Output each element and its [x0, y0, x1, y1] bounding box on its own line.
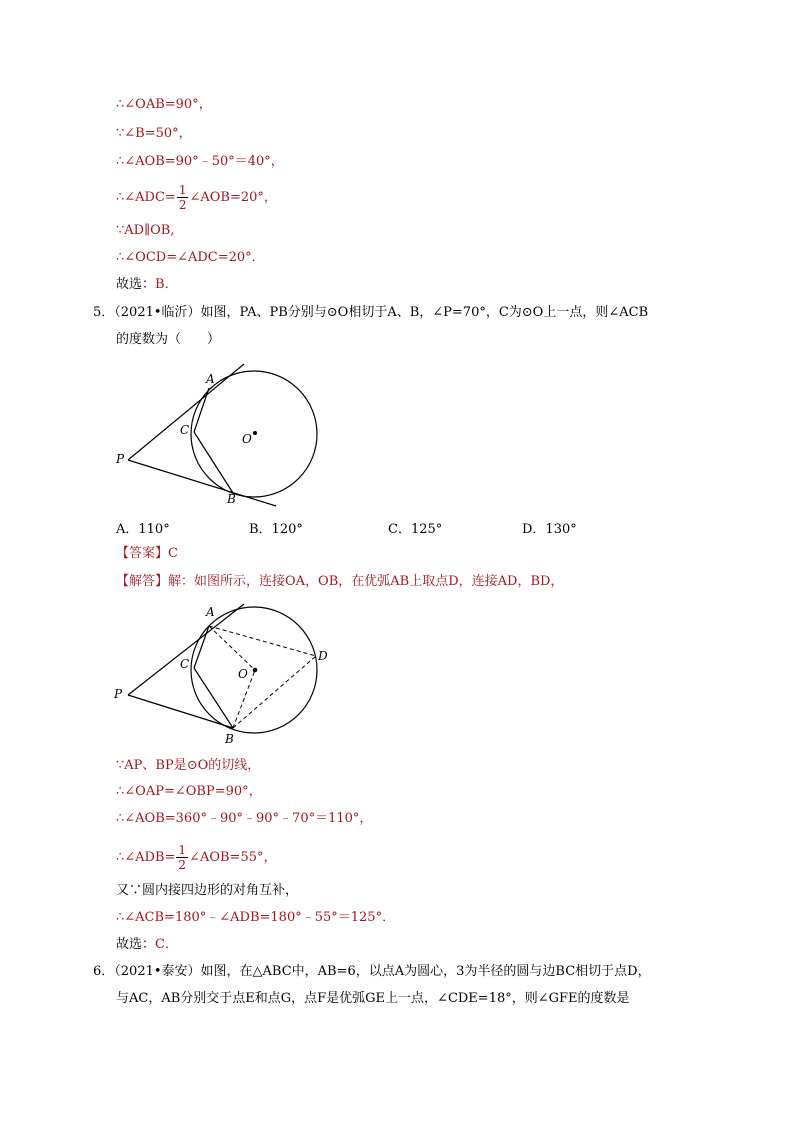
conclusion-line — [116, 276, 178, 294]
answer-value: C — [168, 546, 178, 561]
question-number: 6． — [93, 964, 115, 979]
fraction-suffix: ∠AOB=55°， — [189, 850, 277, 865]
chord-cb — [194, 432, 233, 493]
solution-tag: 【解答】 — [116, 574, 169, 589]
conclusion-answer: C． — [155, 937, 178, 952]
question-6-stem — [93, 963, 651, 981]
fraction — [176, 843, 188, 872]
option-a[interactable]: A．110° — [116, 522, 170, 537]
question-5-stem-cont: 的度数为（ ） — [116, 332, 221, 347]
label-c: C — [180, 423, 190, 437]
solution-line: ∴∠OAB=90°， — [116, 97, 212, 112]
solution-line: ∵AD∥OB, — [116, 223, 175, 238]
tangent-pa — [128, 364, 244, 460]
question-6-stem-cont: 与AC，AB分别交于点E和点G，点F是优弧GE上一点，∠CDE=18°，则∠GFE的度数是 — [116, 991, 630, 1006]
question-number: 5． — [93, 305, 115, 320]
solution-fraction-line — [116, 183, 277, 212]
solution-line: ∴∠OAP=∠OBP=90°， — [116, 784, 262, 799]
answer-line — [116, 545, 178, 563]
answer-tag: 【答案】 — [116, 546, 169, 561]
solution-line: ∴∠AOB=90°﹣50°＝40°， — [116, 154, 284, 169]
solution-line: ∴∠ACB=180°﹣∠ADB=180°﹣55°＝125°． — [116, 910, 396, 925]
solution-intro-text: 解：如图所示，连接OA，OB，在优弧AB上取点D，连接AD，BD， — [168, 574, 564, 589]
conclusion-line — [116, 936, 178, 954]
label-c: C — [180, 657, 190, 671]
question-5-figure — [110, 360, 330, 520]
conclusion-label: 故选： — [116, 937, 156, 952]
tangent-pb — [128, 695, 233, 728]
question-5-stem — [93, 304, 648, 322]
label-b: B — [227, 492, 236, 506]
fraction-numerator: 1 — [178, 183, 187, 197]
solution-line: ∴∠AOB=360°﹣90°﹣90°﹣70°＝110°， — [116, 811, 373, 826]
question-text: （2021•泰安）如图，在△ABC中，AB=6，以点A为圆心，3为半径的圆与边BC相切于点D， — [114, 964, 651, 979]
label-d: D — [318, 649, 328, 663]
conclusion-label: 故选： — [116, 277, 156, 292]
option-d[interactable]: D．130° — [522, 522, 577, 537]
fraction-denominator: 2 — [178, 858, 187, 872]
label-a: A — [206, 605, 215, 619]
chord-ac — [194, 626, 209, 668]
tangent-pb — [128, 460, 276, 506]
question-text: （2021•临沂）如图，PA、PB分别与⊙O相切于A、B，∠P=70°，C为⊙O上一点，则∠ACB — [114, 305, 649, 320]
solution-fraction-line — [116, 843, 277, 872]
label-b: B — [225, 732, 234, 746]
center-dot — [253, 431, 257, 435]
label-o: O — [238, 667, 248, 681]
solution-line: ∵AP、BP是⊙O的切线， — [116, 758, 261, 773]
label-o: O — [242, 432, 252, 446]
fraction-prefix: ∴∠ADC= — [116, 190, 176, 205]
center-dot — [253, 668, 258, 673]
fraction-numerator: 1 — [178, 843, 187, 857]
conclusion-answer: B． — [155, 277, 178, 292]
tangent-pa — [128, 604, 244, 695]
solution-figure — [110, 600, 330, 750]
label-p: P — [114, 687, 123, 701]
solution-intro — [116, 573, 563, 591]
fraction — [177, 183, 189, 212]
fraction-suffix: ∠AOB=20°， — [189, 190, 277, 205]
solution-line: ∵∠B=50°， — [116, 126, 192, 141]
label-p: P — [116, 452, 125, 466]
label-a: A — [206, 372, 215, 386]
option-c[interactable]: C．125° — [388, 522, 443, 537]
fraction-prefix: ∴∠ADB= — [116, 850, 176, 865]
reason-line: 又∵圆内接四边形的对角互补， — [116, 883, 299, 898]
solution-line: ∴∠OCD=∠ADC=20°． — [116, 250, 265, 265]
option-b[interactable]: B．120° — [249, 522, 303, 537]
fraction-denominator: 2 — [178, 198, 187, 212]
